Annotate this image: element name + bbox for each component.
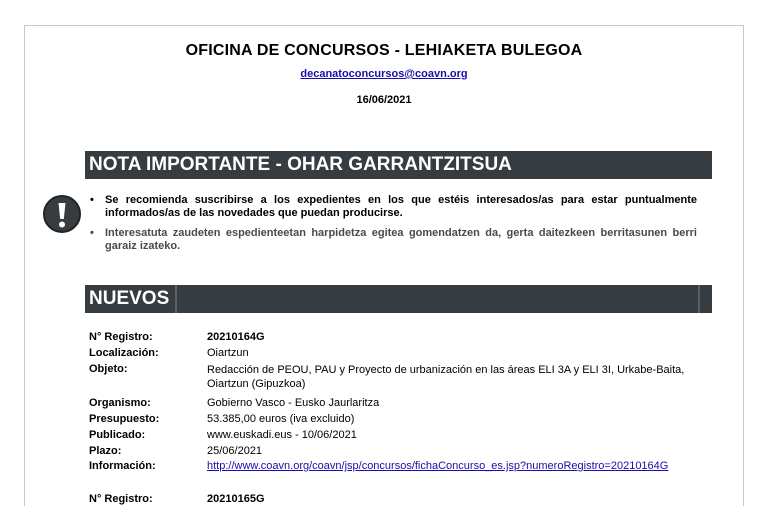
entry-row-presupuesto — [89, 413, 709, 429]
notice-item-eu: • Interesatuta zaudeten espedienteetan harpidetza egitea gomendatzen da, gerta daitezkeen berritasunen berri garaiz izateko. — [105, 227, 697, 253]
entry-row-registro — [89, 331, 709, 347]
entry-row-publicado — [89, 429, 709, 445]
contact-email — [25, 68, 743, 80]
entry-row-informacion — [89, 460, 709, 476]
objeto-value: Redacción de PEOU, PAU y Proyecto de urbanización en las áreas ELI 3A y ELI 3I, Urkabe-Baita, Oiartzun (Gipuzkoa) — [207, 364, 685, 390]
heading-separator — [698, 285, 700, 313]
presupuesto-label: Presupuesto: — [89, 413, 160, 425]
notice-list — [105, 194, 697, 260]
organismo-label: Organismo: — [89, 397, 151, 409]
exclamation-icon — [42, 194, 82, 234]
informacion-label: Información: — [89, 460, 156, 472]
entry-row-localizacion — [89, 347, 709, 363]
publicado-value: www.euskadi.eus - 10/06/2021 — [207, 429, 357, 441]
entry-row-objeto — [89, 363, 709, 397]
notice-heading-bar — [85, 151, 712, 179]
entry-row-registro — [89, 493, 709, 509]
tender-entry — [89, 331, 709, 476]
heading-separator — [175, 285, 177, 313]
plazo-label: Plazo: — [89, 445, 122, 457]
registro-value: 20210165G — [207, 493, 265, 505]
registro-value: 20210164G — [207, 331, 265, 343]
plazo-value: 25/06/2021 — [207, 445, 263, 457]
organismo-value: Gobierno Vasco - Eusko Jaurlaritza — [207, 397, 380, 409]
page-title: OFICINA DE CONCURSOS - LEHIAKETA BULEGOA — [185, 42, 583, 59]
document-date: 16/06/2021 — [356, 94, 412, 106]
localizacion-value: Oiartzun — [207, 347, 249, 359]
tender-entry — [89, 493, 709, 509]
nuevos-heading: NUEVOS — [89, 288, 170, 309]
nuevos-heading-bar — [85, 285, 712, 313]
notice-heading: NOTA IMPORTANTE - OHAR GARRANTZITSUA — [89, 154, 512, 175]
objeto-label: Objeto: — [89, 363, 128, 375]
publicado-label: Publicado: — [89, 429, 146, 441]
email-link[interactable]: decanatoconcursos@coavn.org — [300, 68, 468, 80]
document-page — [24, 25, 744, 506]
entry-row-organismo — [89, 397, 709, 413]
informacion-link[interactable]: http://www.coavn.org/coavn/jsp/concursos/fichaConcurso_es.jsp?numeroRegistro=20210164G — [207, 460, 669, 472]
presupuesto-value: 53.385,00 euros (iva excluido) — [207, 413, 355, 425]
entry-row-plazo — [89, 445, 709, 460]
registro-label: N° Registro: — [89, 493, 153, 505]
registro-label: N° Registro: — [89, 331, 153, 343]
localizacion-label: Localización: — [89, 347, 159, 359]
notice-item-es: • Se recomienda suscribirse a los expedientes en los que estéis interesados/as para estar puntualmente informados/as de las novedades que puedan producirse. — [105, 194, 697, 220]
